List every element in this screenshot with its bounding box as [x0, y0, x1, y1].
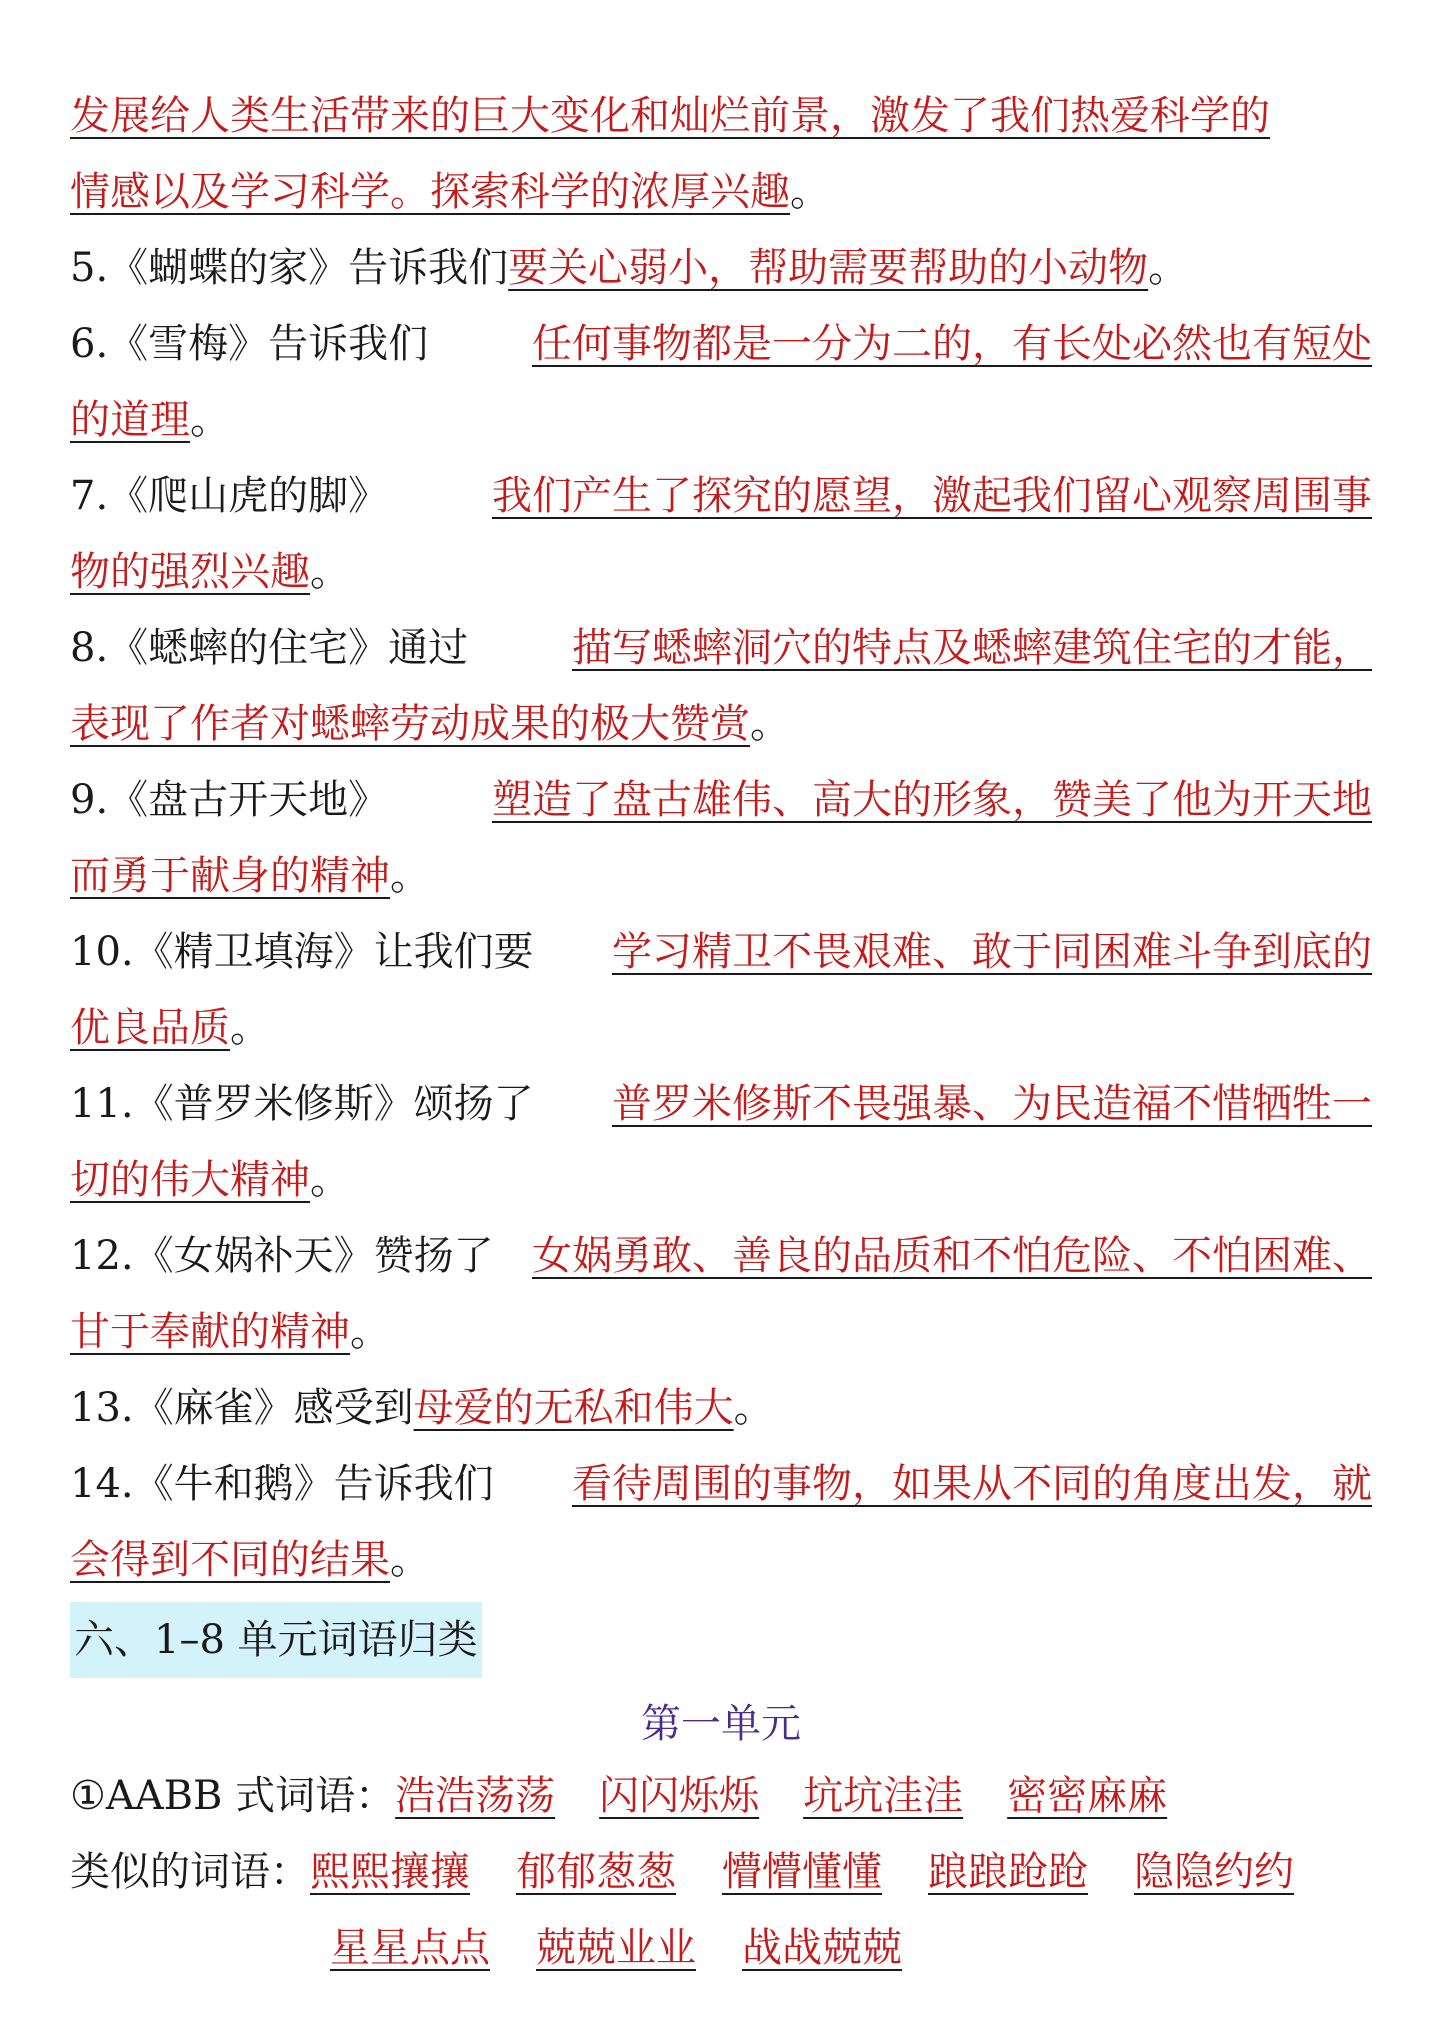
answer-text: 切的伟大精神 [70, 1157, 310, 1203]
line-prefix: 7.《爬山虎的脚》 [70, 473, 389, 519]
text-line-9 [70, 686, 1372, 762]
answer-text: 表现了作者对蟋蟀劳动成果的极大赞赏 [70, 701, 750, 747]
line-prefix: 11.《普罗米修斯》颂扬了 [70, 1081, 534, 1127]
line-suffix: 。 [310, 549, 350, 595]
answer-text: 优良品质 [70, 1005, 230, 1051]
word-item: 密密麻麻 [1007, 1773, 1168, 1819]
unit-title: 第一单元 [641, 1701, 801, 1747]
word-item: 熙熙攘攘 [310, 1849, 470, 1895]
answer-text: 学习精卫不畏艰难、敢于同困难斗争到底的 [612, 929, 1372, 975]
line-suffix: 。 [190, 397, 230, 443]
text-line-17 [70, 1294, 1372, 1370]
text-line-6 [70, 458, 1372, 534]
word-item: 星星点点 [330, 1925, 490, 1971]
line-suffix: 。 [750, 701, 790, 747]
text-line-13 [70, 990, 1372, 1066]
word-item: 郁郁葱葱 [516, 1849, 676, 1895]
word-item: 闪闪烁烁 [599, 1773, 760, 1819]
text-line-16 [70, 1218, 1372, 1294]
line-suffix: 。 [733, 1385, 774, 1431]
line-prefix: 13.《麻雀》感受到 [70, 1385, 414, 1431]
line-suffix: 。 [350, 1309, 390, 1355]
aabb-word-row [70, 1758, 1372, 1834]
section-title: 六、1–8 单元词语归类 [70, 1602, 482, 1678]
answer-text: 情感以及学习科学。探索科学的浓厚兴趣 [70, 169, 790, 215]
line-suffix: 。 [310, 1157, 350, 1203]
answer-text: 会得到不同的结果 [70, 1537, 390, 1583]
text-line-4 [70, 306, 1372, 382]
line-suffix: 。 [390, 853, 430, 899]
text-line-7 [70, 534, 1372, 610]
line-prefix: 12.《女娲补天》赞扬了 [70, 1233, 494, 1279]
answer-text: 女娲勇敢、善良的品质和不怕危险、不怕困难、 [532, 1233, 1372, 1279]
text-line-8 [70, 610, 1372, 686]
word-item: 隐隐约约 [1134, 1849, 1294, 1895]
text-line-20 [70, 1522, 1372, 1598]
answer-text: 看待周围的事物，如果从不同的角度出发，就 [572, 1461, 1372, 1507]
similar-word-row-1 [70, 1834, 1372, 1910]
answer-text: 任何事物都是一分为二的，有长处必然也有短处 [532, 321, 1372, 367]
text-line-15 [70, 1142, 1372, 1218]
line-suffix: 。 [1148, 245, 1189, 291]
text-line-12 [70, 914, 1372, 990]
word-item: 踉踉跄跄 [928, 1849, 1088, 1895]
text-line-1 [70, 78, 1372, 154]
line-prefix: 14.《牛和鹅》告诉我们 [70, 1461, 494, 1507]
line-suffix: 。 [230, 1005, 270, 1051]
answer-text: 我们产生了探究的愿望，激起我们留心观察周围事 [492, 473, 1372, 519]
text-line-2 [70, 154, 1372, 230]
answer-text: 物的强烈兴趣 [70, 549, 310, 595]
line-prefix: 8.《蟋蟀的住宅》通过 [70, 625, 469, 671]
answer-text: 发展给人类生活带来的巨大变化和灿烂前景，激发了我们热爱科学的 [70, 93, 1270, 139]
aabb-label: ①AABB 式词语： [70, 1773, 396, 1819]
line-prefix: 5.《蝴蝶的家》告诉我们 [70, 245, 509, 291]
section-heading-row [70, 1598, 1372, 1674]
text-line-10 [70, 762, 1372, 838]
line-prefix: 6.《雪梅》告诉我们 [70, 321, 429, 367]
line-prefix: 9.《盘古开天地》 [70, 777, 389, 823]
text-line-14 [70, 1066, 1372, 1142]
text-line-3 [70, 230, 1372, 306]
answer-text: 母爱的无私和伟大 [413, 1385, 734, 1431]
text-line-11 [70, 838, 1372, 914]
line-suffix: 。 [390, 1537, 430, 1583]
answer-text: 描写蟋蟀洞穴的特点及蟋蟀建筑住宅的才能， [572, 625, 1372, 671]
line-prefix: 10.《精卫填海》让我们要 [70, 929, 534, 975]
line-suffix: 。 [790, 169, 830, 215]
answer-text: 普罗米修斯不畏强暴、为民造福不惜牺牲一 [612, 1081, 1372, 1127]
word-item: 浩浩荡荡 [395, 1773, 556, 1819]
word-item: 懵懵懂懂 [722, 1849, 882, 1895]
answer-text: 而勇于献身的精神 [70, 853, 390, 899]
answer-text: 甘于奉献的精神 [70, 1309, 350, 1355]
text-line-19 [70, 1446, 1372, 1522]
similar-word-row-2 [70, 1910, 1372, 1986]
word-item: 战战兢兢 [742, 1925, 902, 1971]
answer-text: 要关心弱小，帮助需要帮助的小动物 [508, 245, 1149, 291]
answer-text: 的道理 [70, 397, 190, 443]
word-item: 坑坑洼洼 [803, 1773, 964, 1819]
similar-label: 类似的词语： [70, 1849, 310, 1895]
text-line-18 [70, 1370, 1372, 1446]
answer-text: 塑造了盘古雄伟、高大的形象，赞美了他为开天地 [492, 777, 1372, 823]
word-item: 兢兢业业 [536, 1925, 696, 1971]
text-line-5 [70, 382, 1372, 458]
